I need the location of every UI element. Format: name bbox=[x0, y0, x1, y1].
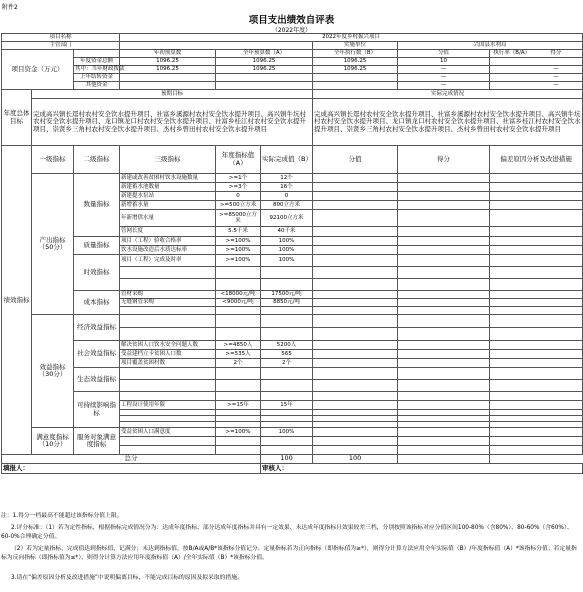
dept-label: 主管部门 bbox=[2, 42, 120, 50]
funds-header-full: 全年预算数（A） bbox=[216, 50, 313, 58]
table-row: 满意度指标（10分） 服务对象满意度指标 受益贫困人口满意度 >=100% 100% bbox=[2, 428, 583, 437]
attachment-label: 附件2 bbox=[2, 4, 18, 11]
funds-header-rate-score: 执行率（B/A） 得分 bbox=[490, 50, 583, 58]
funds-header-blank bbox=[74, 50, 120, 58]
dept-value bbox=[120, 42, 313, 50]
cost-indicators-label: 成本指标 bbox=[74, 291, 120, 315]
ind-header-target: 年度指标值（A） bbox=[216, 146, 261, 174]
note-3: （2）若为定量指标，完成值达到指标值，记满分；未达到指标值，按B/A或A/B*该指标分值记分。定量指标若为正向指标（即指标值为≥*），则得分计算方法应用全年实际值（B）/年度指标值（A）*该指标分值；若定量指标为反向指标（即指标值为≤*），则得分计算方法应用年度指标值（A）/全年实际值（B）*该指标分值。 bbox=[1, 546, 577, 561]
quality-indicators-label: 质量指标 bbox=[74, 237, 120, 255]
impl-unit-value: 兴国县水利局 bbox=[398, 42, 583, 50]
goal-expected-text: 完成高兴镇长逕村农村安全饮水提升项目、社富乡溪源村农村安全饮水提升项目、高兴镇牛坑村农村安全饮水提升项目、龙口镇龙口村农村安全饮水提升项目、社富乡桂江村农村安全饮水提升项目、崇贤乡三角村农村安全饮水提升项目、杰村乡曾田村农村安全饮水提升项目 bbox=[32, 99, 313, 146]
ind-header-score: 分值 bbox=[313, 146, 398, 174]
table-row: 新建蓄水池数量 >=3个 16个 bbox=[2, 183, 583, 192]
goal-expected-header: 预期目标 bbox=[32, 90, 313, 99]
ind-header-got: 得分 bbox=[398, 146, 490, 174]
fund-row: 其他资金 — — bbox=[2, 82, 583, 90]
fund-row: 年度资金总额 1096.25 1096.25 1096.25 10 bbox=[2, 58, 583, 66]
filler-label: 填报人： bbox=[2, 464, 261, 474]
note-4: 3.请在“偏差原因分析及改进措施”中说明偏离目标、不能完成目标的原因及拟采取的措施。 bbox=[11, 575, 243, 581]
table-row: 工程设计使用年限 >=15年 15年 bbox=[2, 401, 583, 410]
output-indicators-label: 产出指标（50分） bbox=[32, 174, 74, 315]
impl-unit-label: 实施单位 bbox=[313, 42, 398, 50]
ind-header-l3: 三级指标 bbox=[120, 146, 216, 174]
funds-label: 项目资金（万元） bbox=[2, 50, 74, 90]
total-label: 总分 bbox=[2, 455, 261, 464]
table-row: 社会效益指标 解决贫困人口饮水安全问题人数 >=4850人 5200人 bbox=[2, 341, 583, 350]
perf-indicators-label: 绩效指标 bbox=[2, 146, 32, 455]
table-row: 成本指标 管材采购 <18000元/吨 17500元/吨 bbox=[2, 291, 583, 299]
reviewer-label: 审核人： bbox=[261, 464, 583, 474]
total-got: 100 bbox=[313, 455, 398, 464]
report-year: （2022年度） bbox=[271, 27, 312, 34]
table-row: 年新增供水量 >=85000立方米 92100立方米 bbox=[2, 210, 583, 227]
total-score: 100 bbox=[261, 455, 313, 464]
table-row: 饮水设施改造后水质达标率 >=100% 100% bbox=[2, 246, 583, 255]
table-row: 项目覆盖贫困村数 2个 2个 bbox=[2, 359, 583, 368]
table-row bbox=[2, 392, 583, 401]
table-row: 产出指标（50分） 数量指标 新建或改善贫困村饮水设施数量 >=1个 12个 bbox=[2, 174, 583, 183]
self-evaluation-table bbox=[1, 33, 583, 474]
ind-header-l1: 一级指标 bbox=[32, 146, 74, 174]
time-indicators-label: 时效指标 bbox=[74, 255, 120, 291]
ind-header-deviation: 偏差原因分析及改进措施 bbox=[490, 146, 583, 174]
goal-label: 年度总体目标 bbox=[2, 90, 32, 146]
goal-actual-text: 完成高兴镇长逕村农村安全饮水提升项目、社富乡溪源村农村安全饮水提升项目、高兴镇牛坑村农村安全饮水提升项目、龙口镇龙口村农村安全饮水提升项目、社富乡桂江村农村安全饮水提升项目、崇贤乡三角村农村安全饮水提升项目、杰村乡曾田村农村安全饮水提升项目 bbox=[313, 99, 583, 146]
funds-header-score: 分值 bbox=[398, 50, 490, 58]
note-1: 注：1.得分一档最高不能超过该指标分值上限。 bbox=[1, 513, 123, 519]
project-name-value: 2022年度乡村振兴项目 bbox=[120, 34, 583, 42]
funds-header-exec: 全年执行数（B） bbox=[313, 50, 398, 58]
sustain-indicators-label: 可持续影响指标 bbox=[74, 392, 120, 428]
table-row bbox=[2, 315, 583, 328]
fund-row: 上年结转资金 — — bbox=[2, 74, 583, 82]
service-satisfaction-label: 服务对象满意度指标 bbox=[74, 428, 120, 455]
economic-indicators-label: 经济效益指标 bbox=[74, 315, 120, 341]
funds-header-init: 年初预算数 bbox=[120, 50, 216, 58]
eco-indicators-label: 生态效益指标 bbox=[74, 368, 120, 392]
fund-row: 其中：当年财政拨款 1096.25 1096.25 1096.25 — — bbox=[2, 66, 583, 74]
table-row: 时效指标 项目（工程）完成及时率 >=100% 100% bbox=[2, 255, 583, 267]
table-row bbox=[2, 368, 583, 380]
social-indicators-label: 社会效益指标 bbox=[74, 341, 120, 368]
project-name-label: 项目名称 bbox=[2, 34, 120, 42]
table-row: 无缝钢管采购 <9000元/吨 8850元/吨 bbox=[2, 299, 583, 307]
table-row: 管网长度 5.5千米 40千米 bbox=[2, 227, 583, 237]
ind-header-actual: 实际完成值（B） bbox=[261, 146, 313, 174]
table-row: 新建提水泵站 0 0 bbox=[2, 192, 583, 201]
table-row: 新增蓄水量 >=500立方米 800立方米 bbox=[2, 201, 583, 210]
benefit-indicators-label: 效益指标（30分） bbox=[32, 315, 74, 428]
page-title: 项目支出绩效自评表 bbox=[248, 15, 335, 26]
note-2: 2.评分标准：（1）若为定性指标，根据指标完成情况分为：达成年度指标、部分达成年度指标并具有一定效果、未达成年度指标且效果较差三档，分别按照该指标对应分值区间100-80%（含80%）、80-60%（含60%）、60-0%合理确定分值。 bbox=[1, 525, 573, 540]
quantity-indicators-label: 数量指标 bbox=[74, 174, 120, 237]
satisfaction-indicators-label: 满意度指标（10分） bbox=[32, 428, 74, 455]
table-row: 质量指标 项目（工程）验收合格率 >=100% 100% bbox=[2, 237, 583, 246]
ind-header-l2: 二级指标 bbox=[74, 146, 120, 174]
table-row: 受益建档立卡贫困人口数 >=535人 565 bbox=[2, 350, 583, 359]
goal-actual-header: 实际完成情况 bbox=[313, 90, 583, 99]
